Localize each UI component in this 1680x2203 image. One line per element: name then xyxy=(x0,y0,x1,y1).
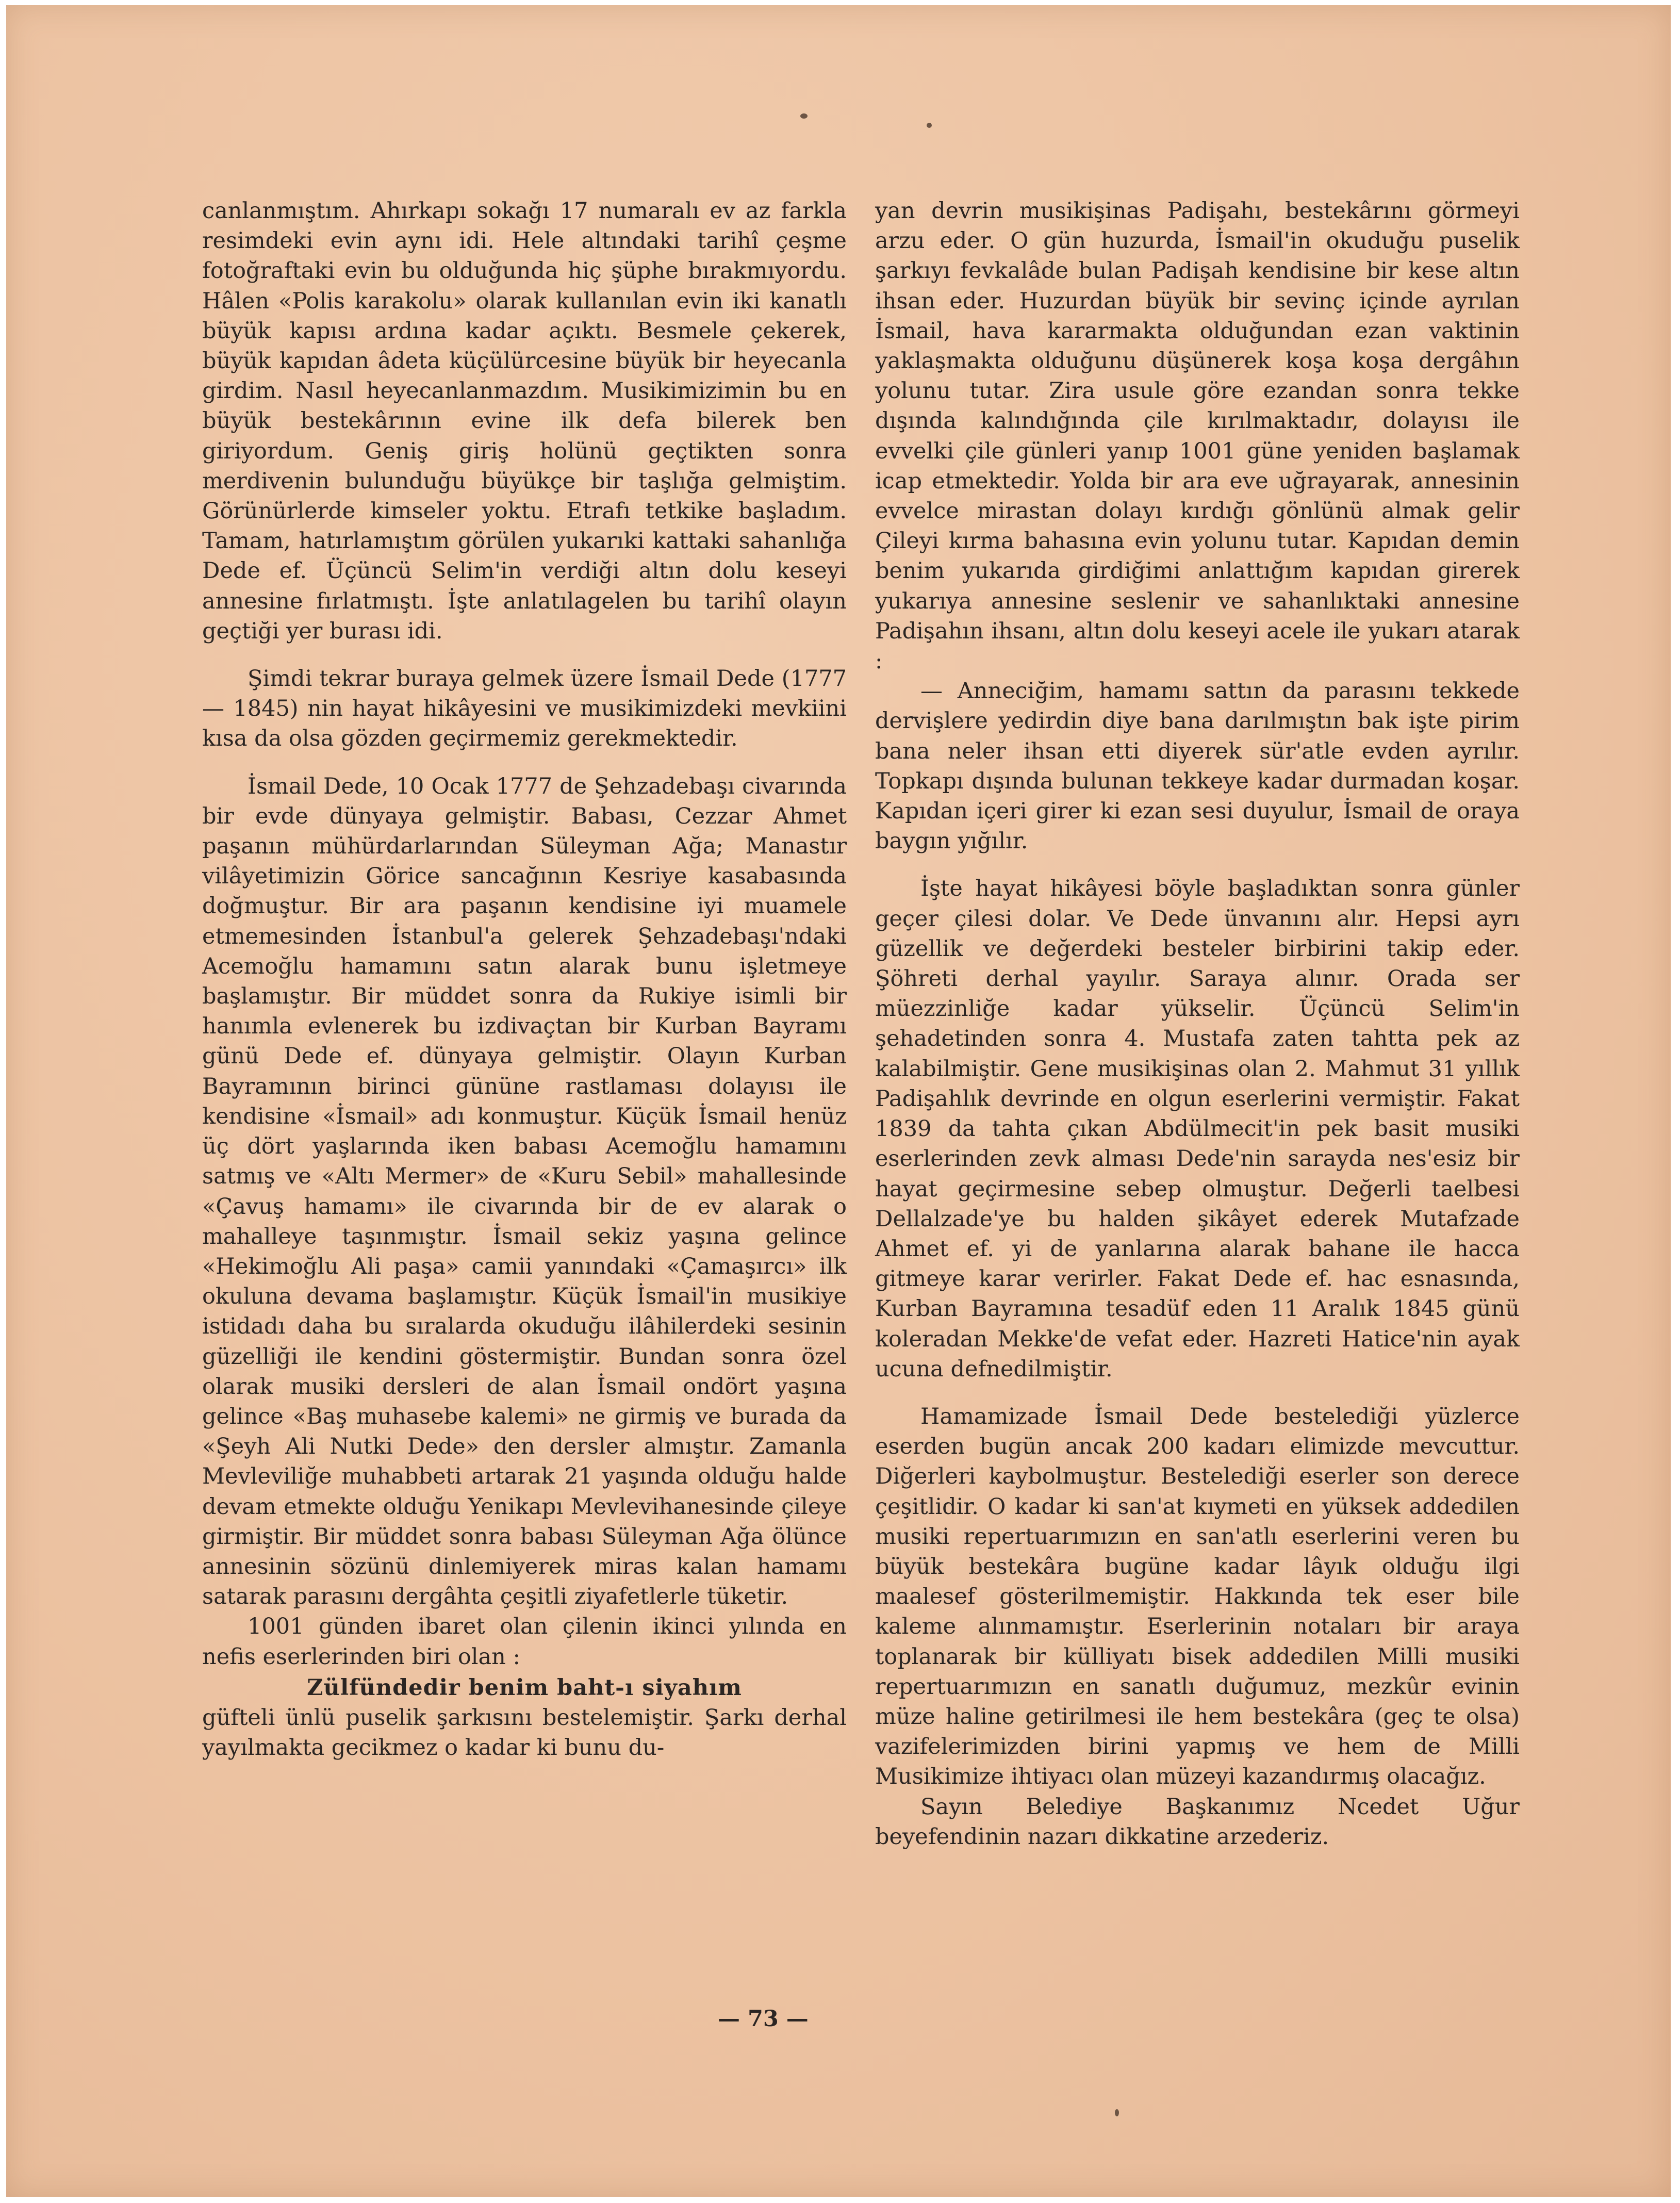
paragraph: güfteli ünlü puselik şarkısını bestelemiştir. Şarkı derhal yayılmakta gecikmez o kadar ki bunu du- xyxy=(202,1704,847,1761)
paragraph: Şimdi tekrar buraya gelmek üzere İsmail Dede (1777 — 1845) nin hayat hikâyesini ve musikimizdeki mevkiini kısa da olsa gözden geçirmemiz gerekmektedir. xyxy=(202,666,847,752)
right-column xyxy=(875,196,1520,1852)
paper-speck xyxy=(927,123,932,128)
paper-speck xyxy=(800,113,808,119)
scanned-page xyxy=(6,5,1671,2197)
paragraph: — Anneciğim, hamamı sattın da parasını tekkede dervişlere yedirdin diye bana darılmıştın bak işte pirim bana neler ihsan etti diyerek sür'atle evden ayrılır. Topkapı dışında bulunan tekkeye kadar durmadan koşar. Kapıdan içeri girer ki ezan sesi duyulur, İsmail de oraya baygın yığılır. xyxy=(875,678,1520,854)
paper-speck xyxy=(1115,2109,1119,2116)
paragraph: yan devrin musikişinas Padişahı, bestekârını görmeyi arzu eder. O gün huzurda, İsmail'in okuduğu puselik şarkıyı fevkalâde bulan Padişah kendisine bir kese altın ihsan eder. Huzurdan büyük bir sevinç içinde ayrılan İsmail, hava kararmakta olduğundan ezan vaktinin yaklaşmakta olduğunu düşünerek koşa koşa dergâhın yolunu tutar. Zira usule göre ezandan sonra tekke dışında kalındığında çile kırılmaktadır, dolayısı ile evvelki çile günleri yanıp 1001 güne yeniden başlamak icap etmektedir. Yolda bir ara eve uğrayarak, annesinin evvelce mirastan dolayı kırdığı gönlünü almak gelir Çileyi kırma bahasına evin yolunu tutar. Kapıdan demin benim yukarıda girdiğimi anlattığım kapıdan girerek yukarıya annesine seslenir ve sahanlıktaki annesine Padişahın ihsanı, altın dolu keseyi acele ile yukarı atarak : xyxy=(875,198,1520,675)
page-number: — 73 — xyxy=(718,2006,809,2032)
paragraph: canlanmıştım. Ahırkapı sokağı 17 numaralı ev az farkla resimdeki evin aynı idi. Hele altındaki tarihî çeşme fotoğraftaki evin bu olduğunda hiç şüphe bırakmıyordu. Hâlen «Polis karakolu» olarak kullanılan evin iki kanatlı büyük kapısı ardına kadar açıktı. Besmele çekerek, büyük kapıdan âdeta küçülürcesine büyük bir heyecanla girdim. Nasıl heyecanlanmazdım. Musikimizimin bu en büyük bestekârının evine ilk defa bilerek ben giriyordum. Geniş giriş holünü geçtikten sonra merdivenin bulunduğu büyükçe bir taşlığa gelmiştim. Görünürlerde kimseler yoktu. Etrafı tetkike başladım. Tamam, hatırlamıştım görülen yukarıki kattaki sahanlığa Dede ef. Üçüncü Selim'in verdiği altın dolu keseyi annesine fırlatmıştı. İşte anlatılagelen bu tarihî olayın geçtiği yer burası idi. xyxy=(202,198,847,644)
left-column xyxy=(202,196,847,1763)
paragraph: İsmail Dede, 10 Ocak 1777 de Şehzadebaşı civarında bir evde dünyaya gelmiştir. Babası, Cezzar Ahmet paşanın mühürdarlarından Süleyman Ağa; Manastır vilâyetimizin Görice sancağının Kesriye kasabasında doğmuştur. Bir ara paşanın kendisine iyi muamele etmemesinden İstanbul'a gelerek Şehzadebaşı'ndaki Acemoğlu hamamını satın alarak bunu işletmeye başlamıştır. Bir müddet sonra da Rukiye isimli bir hanımla evlenerek bu izdivaçtan bir Kurban Bayramı günü Dede ef. dünyaya gelmiştir. Olayın Kurban Bayramının birinci gününe rastlaması dolayısı ile kendisine «İsmail» adı konmuştur. Küçük İsmail henüz üç dört yaşlarında iken babası Acemoğlu hamamını satmış ve «Altı Mermer» de «Kuru Sebil» mahallesinde «Çavuş hamamı» ile civarında bir de ev alarak o mahalleye taşınmıştır. İsmail sekiz yaşına gelince «Hekimoğlu Ali paşa» camii yanındaki «Çamaşırcı» ilk okuluna devama başlamıştır. Küçük İsmail'in musikiye istidadı daha bu sıralarda okuduğu ilâhilerdeki sesinin güzelliği ile kendini göstermiştir. Bundan sonra özel olarak musiki dersleri de alan İsmail ondört yaşına gelince «Baş muhasebe kalemi» ne girmiş ve burada da «Şeyh Ali Nutki Dede» den dersler almıştır. Zamanla Mevleviliğe muhabbeti artarak 21 yaşında olduğu halde devam etmekte olduğu Yenikapı Mevlevihanesinde çileye girmiştir. Bir müddet sonra babası Süleyman Ağa ölünce annesinin sözünü dinlemiyerek miras kalan hamamı satarak parasını dergâhta çeşitli ziyafetlerle tüketir. xyxy=(202,773,847,1610)
paragraph: Sayın Belediye Başkanımız Ncedet Uğur beyefendinin nazarı dikkatine arzederiz. xyxy=(875,1794,1520,1850)
paragraph: İşte hayat hikâyesi böyle başladıktan sonra günler geçer çilesi dolar. Ve Dede ünvanını alır. Hepsi ayrı güzellik ve değerdeki besteler birbirini takip eder. Şöhreti derhal yayılır. Saraya alınır. Orada ser müezzinliğe kadar yükselir. Üçüncü Selim'in şehadetinden sonra 4. Mustafa zaten tahtta pek az kalabilmiştir. Gene musikişinas olan 2. Mahmut 31 yıllık Padişahlık devrinde en olgun eserlerini vermiştir. Fakat 1839 da tahta çıkan Abdülmecit'in pek basit musiki eserlerinden zevk alması Dede'nin sarayda nes'esiz bir hayat geçirmesine sebep olmuştur. Değerli taelbesi Dellalzade'ye bu halden şikâyet ederek Mutafzade Ahmet ef. yi de yanlarına alarak bahane ile hacca gitmeye karar verirler. Fakat Dede ef. hac esnasında, Kurban Bayramına tesadüf eden 11 Aralık 1845 günü koleradan Mekke'de vefat eder. Hazreti Hatice'nin ayak ucuna defnedilmiştir. xyxy=(875,876,1520,1382)
paragraph: Hamamizade İsmail Dede bestelediği yüzlerce eserden bugün ancak 200 kadarı elimizde mevcuttur. Diğerleri kaybolmuştur. Bestelediği eserler son derece çeşitlidir. O kadar ki san'at kıymeti en yüksek addedilen musiki repertuarımızın en san'atlı eserlerini veren bu büyük bestekâra bugüne kadar lâyık olduğu ilgi maalesef gösterilmemiştir. Hakkında tek eser bile kaleme alınmamıştır. Eserlerinin notaları bir araya toplanarak bir külliyatı bisek addedilen Milli musiki repertuarımızın en sanatlı duğumuz, mezkûr evinin müze haline getirilmesi ile hem bestekâra (geç te olsa) vazifelerimizden birini yapmış ve hem de Milli Musikimize ihtiyacı olan müzeyi kazandırmış olacağız. xyxy=(875,1403,1520,1790)
song-title: Zülfündedir benim baht-ı siyahım xyxy=(307,1674,742,1701)
paragraph: 1001 günden ibaret olan çilenin ikinci yılında en nefis eserlerinden biri olan : xyxy=(202,1614,847,1670)
